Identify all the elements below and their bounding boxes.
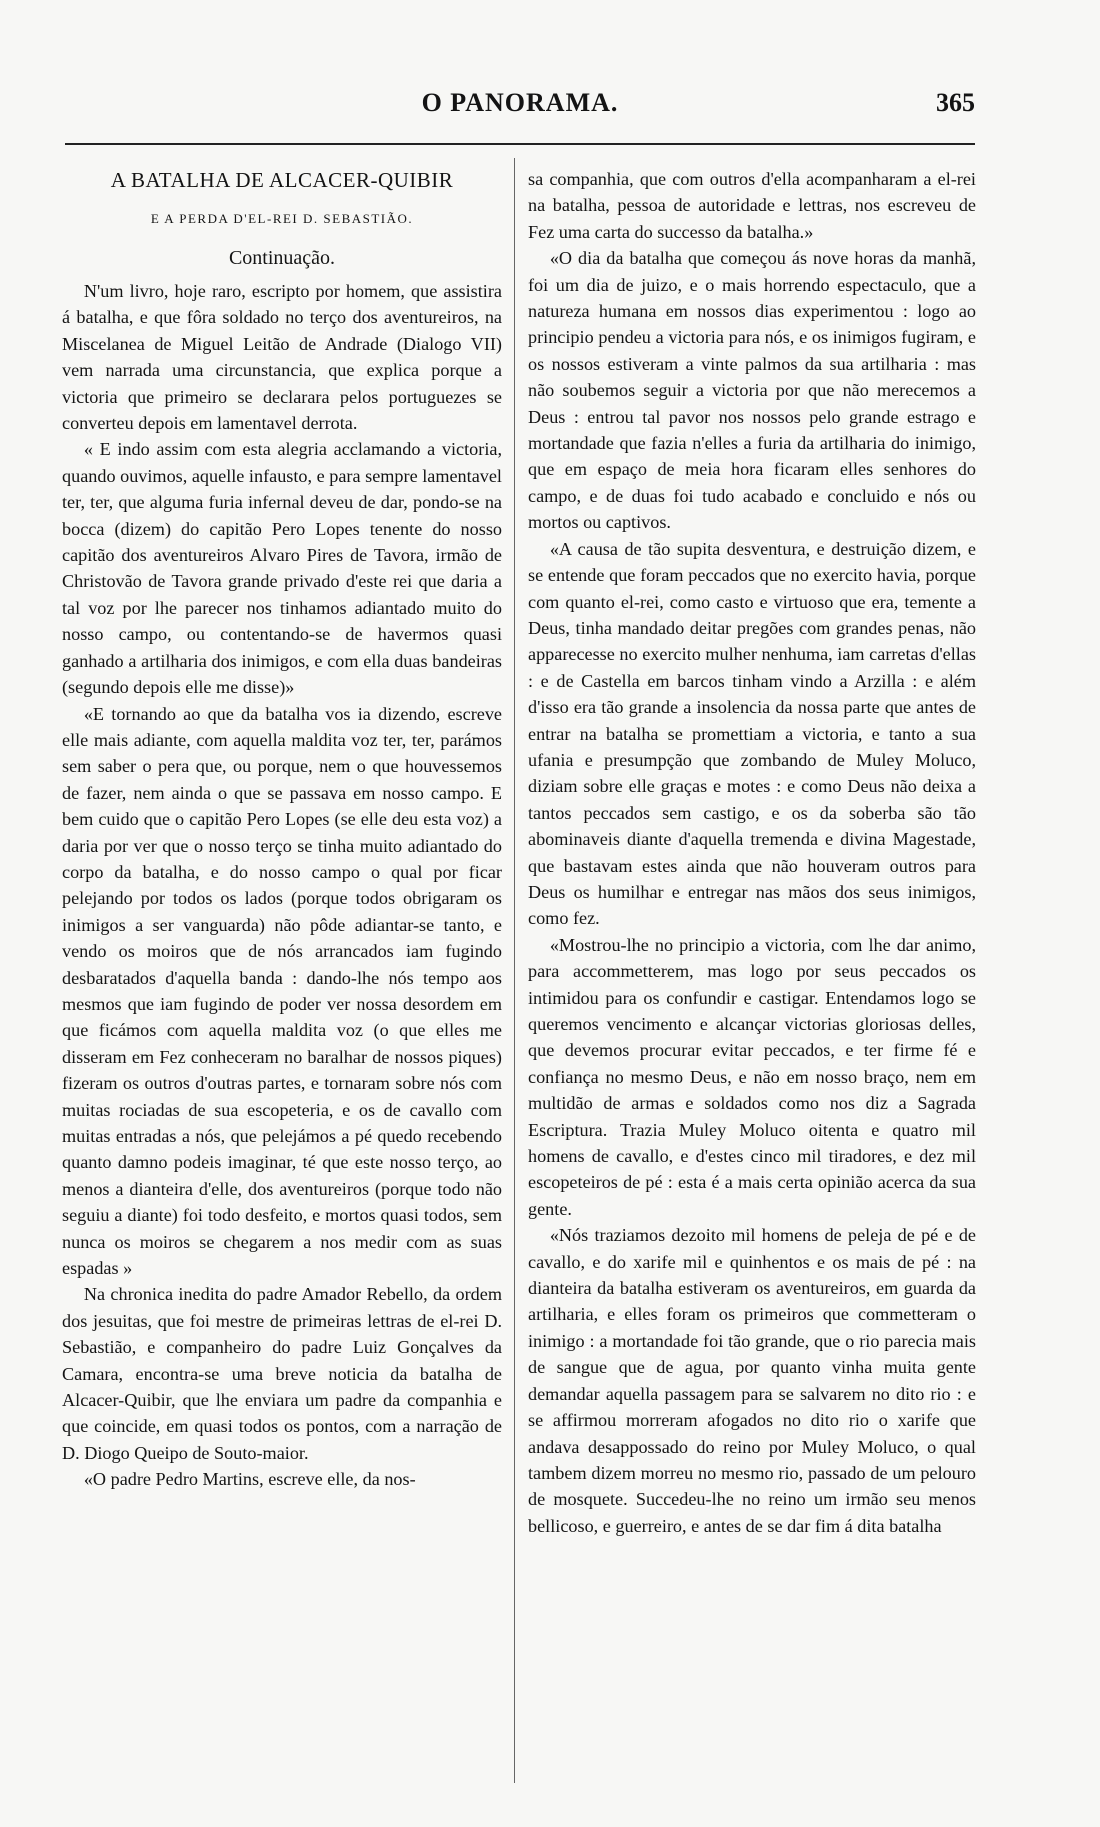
paragraph: «Mostrou-lhe no principio a victoria, com lhe dar animo, para accommetterem, mas logo por seus peccados os intimidou para os confundir e castigar. Entendamos logo se queremos vencimento e alcançar victorias gloriosas delles, que devemos procurar evitar peccados, e ter firme fé e confiança no mesmo Deus, e não em nosso braço, nem em multidão de armas e soldados como nos diz a Sagrada Escriptura. Trazia Muley Moluco oitenta e quatro mil homens de cavallo, e d'estes cinco mil tiradores, e dez mil escopeteiros de pé : esta é a mais certa opinião acerca da sua gente. [528,934,976,1219]
paragraph: «O padre Pedro Martins, escreve elle, da nos- [83,1469,416,1490]
article-subtitle: E A PERDA D'EL-REI D. SEBASTIÃO. [150,211,414,226]
paragraph: « E indo assim com esta alegria acclamando a victoria, quando ouvimos, aquelle infausto, e para sempre lamentavel ter, ter, que alguma furia infernal deveu de dar, pondo-se na bocca (dizem) do capitão Pero Lopes tenente do nosso capitão dos aventureiros Alvaro Pires de Tavora, irmão de Christovão de Tavora grande privado d'este rei que daria a tal voz por lhe parecer nos tinhamos adiantado muito do nosso campo, ou contentando-se de havermos quasi ganhado a artilharia dos inimigos, e com ella duas bandeiras (segundo depois elle me disse)» [62,439,502,698]
header-rule [65,143,975,145]
left-column [62,166,502,1493]
paragraph: «E tornando ao que da batalha vos ia dizendo, escreve elle mais adiante, com aquella maldita voz ter, ter, parámos sem saber o pera que, ou porque, nem o que houvessemos de fazer, nem ainda o que se passava em nosso campo. E bem cuido que o capitão Pero Lopes (se elle deu esta voz) a daria por ver que o nosso terço se tinha muito adiantado do corpo da batalha, e do nosso campo o qual por ficar pelejando por todos os lados (porque todos obrigaram os inimigos a ser vanguarda) não pôde adiantar-se tanto, e vendo os moiros que de nós arrancados iam fugindo desbaratados d'aquella banda : dando-lhe nós tempo aos mesmos que iam fugindo de poder ver nossa desordem em que ficámos com aquella maldita voz (o que elles me disseram em Fez conheceram no baralhar de nossos piques) fizeram os outros d'outras partes, e tornaram sobre nós com muitas rociadas de sua escopeteria, e os de cavallo com muitas entradas a nós, que pelejámos a pé quedo recebendo quanto damno podeis imaginar, té que este nosso terço, ao menos a dianteira d'elle, dos aventureiros (porque todo não seguiu a diante) foi todo desfeito, e mortos quasi todos, sem nunca os moiros se chegarem a nos medir com as suas espadas » [62,703,502,1279]
page-header [65,88,975,128]
paragraph: Na chronica inedita do padre Amador Rebello, da ordem dos jesuitas, que foi mestre de primeiras lettras de el-rei D. Sebastião, e companheiro do padre Luiz Gonçalves da Camara, encontra-se uma breve noticia da batalha de Alcacer-Quibir, que lhe enviara um padre da companhia e que coincide, em quasi todos os pontos, com a narração de D. Diogo Queipo de Souto-maior. [62,1284,502,1463]
column-divider [514,158,515,1783]
paragraph: «A causa de tão supita desventura, e destruição dizem, e se entende que foram peccados que no exercito havia, porque com quanto el-rei, como casto e virtuoso que era, temente a Deus, tinha mandado deitar pregões com grandes penas, não apparecesse no exercito mulher nenhuma, iam carretas d'ellas : e de Castella em barcos tinham vindo a Arzilla : e além d'isso era tão grande a insolencia da nossa parte que antes de entrar na batalha se promettiam a victoria, e tanto a sua ufania e presumpção que zombando de Muley Moluco, diziam sobre elle graças e motes : e como Deus não deixa a tantos peccados sem castigo, e os da soberba são tão abominaveis diante d'aquella tremenda e divina Magestade, que bastavam estes ainda que não houveram outros para Deus os humilhar e entregar nas mãos dos seus inimigos, como fez. [528,538,976,929]
paragraph: N'um livro, hoje raro, escripto por homem, que assistira á batalha, e que fôra soldado no terço dos aventureiros, na Miscelanea de Miguel Leitão de Andrade (Dialogo VII) vem narrada uma circunstancia, que explica porque a victoria que primeiro se declarara pelos portuguezes se converteu depois em lamentavel derrota. [62,281,502,434]
right-column [528,166,976,1539]
paragraph: «O dia da batalha que começou ás nove horas da manhã, foi um dia de juizo, e o mais horrendo espectaculo, que a natureza humana em nossos dias experimentou : logo ao principio pendeu a victoria para nós, e os inimigos fugiram, e os nossos estiveram a vinte palmos da sua artilharia : mas não soubemos seguir a victoria por que não merecemos a Deus : entrou tal pavor nos nossos pelo grande estrago e mortandade que fazia n'elles a furia da artilharia do inimigo, que em espaço de meia hora ficaram elles senhores do campo, e de duas foi tudo acabado e concluido e nós ou mortos ou captivos. [528,248,976,533]
running-title: O PANORAMA. [421,88,619,117]
paragraph: «Nós traziamos dezoito mil homens de peleja de pé e de cavallo, e do xarife mil e quinhentos e os mais de pé : na dianteira da batalha estiveram os aventureiros, em guarda da artilharia, e elles foram os primeiros que commetteram o inimigo : a mortandade foi tão grande, que o rio parecia mais de sangue que de agua, por quanto vinha muita gente demandar aquella passagem para se salvarem no dito rio : e se affirmou morreram afogados no dito rio o xarife que andava desappossado do reino por Muley Moluco, o qual tambem dizem morreu no mesmo rio, passado de um pelouro de mosquete. Succedeu-lhe no reino um irmão seu menos bellicoso, e guerreiro, e antes de se dar fim á dita batalha [528,1225,976,1536]
page-number: 365 [936,88,975,117]
article-title: A BATALHA DE ALCACER-QUIBIR [110,168,454,192]
paragraph: sa companhia, que com outros d'ella acompanharam a el-rei na batalha, pessoa de autoridade e lettras, nos escreveu de Fez uma carta do successo da batalha.» [528,169,976,242]
continuation-label: Continuação. [228,247,336,269]
